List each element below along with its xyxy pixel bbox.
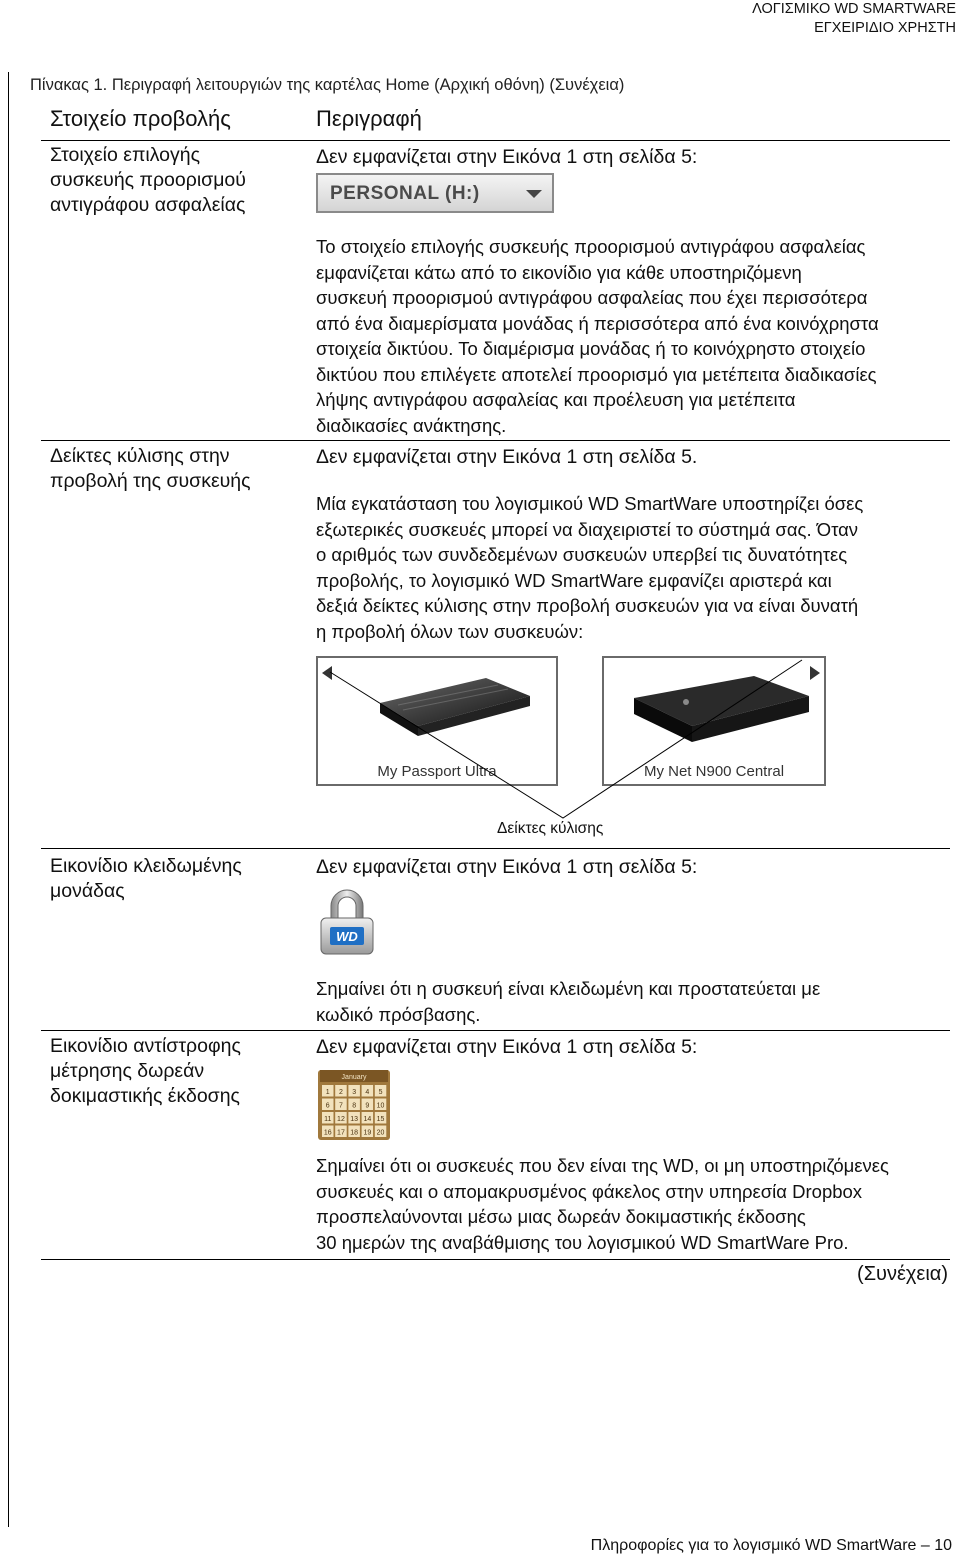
calendar-day-number: 16 [323,1129,332,1137]
calendar-day-number: 15 [376,1116,385,1123]
row-divider [41,440,950,441]
calendar-day-number: 3 [352,1089,357,1096]
not-shown-note: Δεν εμφανίζεται στην Εικόνα 1 στη σελίδα 5: [316,1036,698,1058]
calendar-month: January [341,1074,367,1081]
row-divider [41,1030,950,1031]
device-tile-mynet[interactable] [602,656,826,786]
left-margin-rule [8,72,9,1527]
calendar-day-number: 10 [376,1102,385,1110]
desc-line: κωδικό πρόσβασης. [316,1003,481,1025]
row-trial-item [50,1034,241,1109]
item-line: αντιγράφου ασφαλείας [50,194,246,216]
desc-line: διαδικασίες ανάκτησης. [316,414,507,436]
calendar-icon [316,1066,392,1142]
desc-line: ο αριθμός των συνδεδεμένων συσκευών υπερβεί τις δυνατότητες [316,544,848,565]
desc-line: η προβολή όλων των συσκευών: [316,620,584,642]
padlock-icon [316,886,378,958]
calendar-day-number: 14 [363,1116,372,1123]
calendar-day-number: 12 [337,1116,345,1123]
header-divider [41,140,950,141]
desc-line: συσκευές και ο απομακρυσμένος φάκελος στην υπηρεσία Dropbox [316,1180,863,1202]
calendar-day-number: 6 [325,1102,330,1110]
backup-destination-dropdown[interactable] [316,173,554,213]
portable-drive-icon [318,658,556,768]
wd-logo-text: WD [336,929,358,944]
table-bottom-rule [41,1259,950,1260]
desc-line: Σημαίνει ότι η συσκευή είναι κλειδωμένη και προστατεύεται με [316,978,821,999]
running-header [752,0,956,38]
item-line: δοκιμαστικής έκδοσης [50,1085,240,1107]
router-icon [604,658,824,768]
desc-line: Το στοιχείο επιλογής συσκευής προορισμού αντιγράφου ασφαλείας [316,236,866,257]
calendar-day-number: 17 [337,1129,345,1137]
desc-line: από ένα διαμερίσματα μονάδας ή περισσότερα από ένα κοινόχρηστα [316,312,879,334]
column-header-description: Περιγραφή [316,106,422,131]
desc-line: εμφανίζεται κάτω από το εικονίδιο για κάθε υποστηριζόμενη [316,261,802,283]
column-header-item: Στοιχείο προβολής [50,106,231,131]
calendar-day-number: 7 [338,1102,343,1110]
trial-description [316,1153,889,1255]
calendar-day-number: 13 [350,1116,359,1123]
desc-line: λήψης αντιγράφου ασφαλείας και προέλευση για μετέπειτα [316,389,796,410]
row-divider [41,848,950,849]
table-caption: Πίνακας 1. Περιγραφή λειτουργιών της καρτέλας Home (Αρχική οθόνη) (Συνέχεια) [30,76,625,94]
desc-line: Σημαίνει ότι οι συσκευές που δεν είναι της WD, οι μη υποστηριζόμενες [316,1155,889,1176]
backup-selector-description [316,234,879,438]
desc-line: προβολής, το λογισμικό WD SmartWare εμφανίζει αριστερά και [316,569,832,591]
desc-line: στοιχεία δικτύου. Το διαμέρισμα μονάδας ή το κοινόχρηστο στοιχείο [316,338,866,359]
calendar-day-number: 1 [325,1089,330,1096]
device-name: My Net N900 Central [643,763,785,780]
desc-line: εξωτερικές συσκευές μπορεί να διαχειριστεί το σύστημά σας. Όταν [316,518,859,540]
row-backup-selector-item [50,143,246,218]
calendar-day-number: 20 [376,1129,385,1137]
not-shown-note: Δεν εμφανίζεται στην Εικόνα 1 στη σελίδα 5: [316,856,698,878]
calendar-day-number: 19 [363,1129,372,1137]
device-name: My Passport Ultra [377,763,497,780]
calendar-day-number: 11 [324,1116,332,1123]
desc-line: δεξιά δείκτες κύλισης στην προβολή συσκευών για να είναι δυνατή [316,595,859,616]
item-line: προβολή της συσκευής [50,470,251,492]
calendar-day-number: 18 [350,1129,359,1137]
desc-line: συσκευή προορισμού αντιγράφου ασφαλείας που έχει περισσότερα [316,287,868,308]
calendar-day-number: 9 [365,1102,370,1110]
chevron-down-icon [526,190,542,198]
locked-description [316,976,820,1027]
continued-note: (Συνέχεια) [857,1263,948,1285]
scroll-description [316,491,863,644]
calendar-day-number: 5 [378,1089,383,1096]
desc-line: δικτύου που επιλέγετε αποτελεί προορισμό για μετέπειτα διαδικασίες [316,363,877,385]
item-line: μονάδας [50,880,125,902]
item-line: Εικονίδιο κλειδωμένης [50,855,242,877]
item-line: μέτρησης δωρεάν [50,1060,205,1082]
header-title: ΛΟΓΙΣΜΙΚΟ WD SMARTWARE [752,1,956,17]
item-line: συσκευής προορισμού [50,169,246,191]
calendar-day-number: 4 [365,1089,370,1096]
page-footer: Πληροφορίες για το λογισμικό WD SmartWare – 10 [590,1537,952,1554]
item-line: Στοιχείο επιλογής [50,144,201,166]
item-line: Δείκτες κύλισης στην [50,445,230,467]
scroll-indicators-callout: Δείκτες κύλισης [497,820,604,837]
desc-line: Μία εγκατάσταση του λογισμικού WD SmartWare υποστηρίζει όσες [316,493,864,514]
row-locked-item [50,854,242,904]
desc-line: προσπελαύνονται μέσω μιας δωρεάν δοκιμαστικής έκδοσης [316,1206,806,1227]
desc-line: 30 ημερών της αναβάθμισης του λογισμικού WD SmartWare Pro. [316,1231,849,1253]
device-tile-passport[interactable] [316,656,558,786]
not-shown-note: Δεν εμφανίζεται στην Εικόνα 1 στη σελίδα 5: [316,146,698,168]
item-line: Εικονίδιο αντίστροφης [50,1035,241,1057]
dropdown-value: PERSONAL (H:) [330,183,480,204]
header-subtitle: ΕΓΧΕΙΡΙΔΙΟ ΧΡΗΣΤΗ [814,20,956,36]
not-shown-note: Δεν εμφανίζεται στην Εικόνα 1 στη σελίδα 5. [316,446,698,468]
row-scroll-item [50,444,251,494]
calendar-day-number: 8 [352,1102,357,1110]
calendar-day-number: 2 [338,1089,343,1096]
